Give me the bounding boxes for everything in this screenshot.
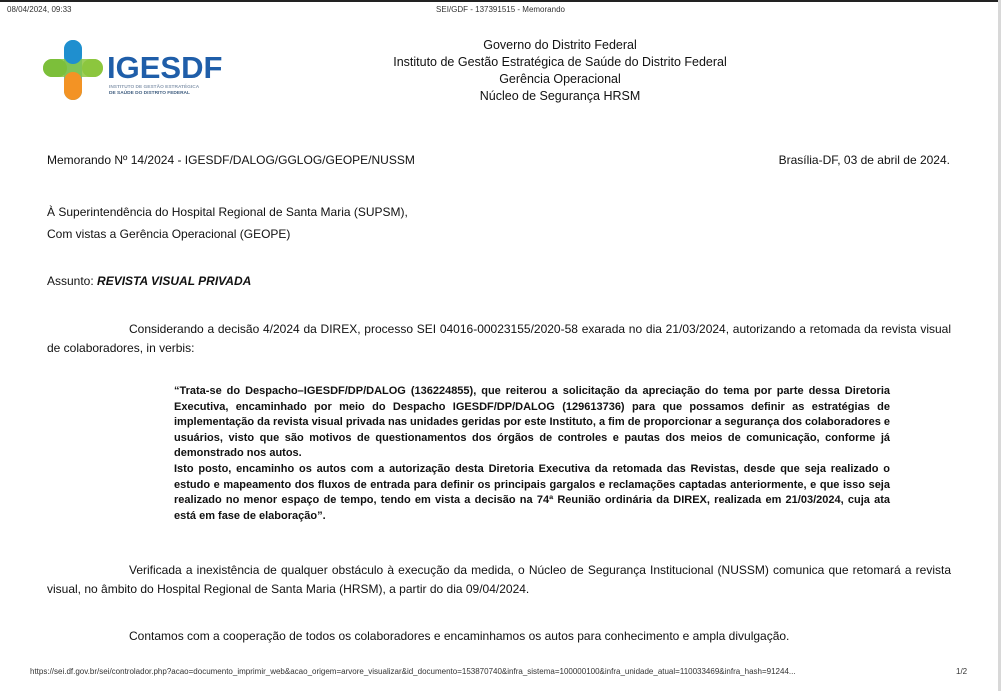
memo-number: Memorando Nº 14/2024 - IGESDF/DALOG/GGLOG/GEOPE/NUSSM [47, 153, 415, 167]
print-header [0, 5, 1001, 19]
print-title: SEI/GDF - 137391515 - Memorando [436, 5, 565, 14]
quote-block [174, 384, 890, 524]
body-paragraph-1: Considerando a decisão 4/2024 da DIREX, processo SEI 04016-00023155/2020-58 exarada no dia 21/03/2024, autorizando a retomada da revista visual de colaboradores, in verbis: [47, 322, 951, 355]
org-header-line1: Governo do Distrito Federal [483, 38, 637, 52]
org-header-line2: Instituto de Gestão Estratégica de Saúde do Distrito Federal [393, 55, 727, 69]
addressee-line2: Com vistas a Gerência Operacional (GEOPE) [47, 227, 291, 241]
org-header-line3: Gerência Operacional [499, 72, 621, 86]
quote-paragraph-2: Isto posto, encaminho os autos com a autorização desta Diretoria Executiva da retomada das Revistas, desde que seja realizado o estudo e mapeamento dos fluxos de entrada para definir os principais gargalos e reclamações captadas anteriormente, e que isso seja realizado no menor espaço de tempo, tendo em vista a decisão na 74ª Reunião ordinária da DIREX, realizada em 21/03/2024, cuja ata está em fase de elaboração”. [174, 462, 890, 522]
body-paragraph-3: Contamos com a cooperação de todos os colaboradores e encaminhamos os autos para conhecimento e ampla divulgação. [129, 629, 790, 643]
subject-label: Assunto: [47, 274, 98, 288]
print-footer [0, 667, 1001, 681]
footer-url: https://sei.df.gov.br/sei/controlador.php?acao=documento_imprimir_web&acao_origem=arvore_visualizar&id_documento=153870740&infra_sistema=100000100&infra_unidade_atual=110033469&infra_hash=91244... [30, 667, 796, 676]
org-header [330, 37, 790, 105]
subject-value: REVISTA VISUAL PRIVADA [97, 274, 252, 288]
body-paragraph-2: Verificada a inexistência de qualquer obstáculo à execução da medida, o Núcleo de Segurança Institucional (NUSSM) comunica que retomará a revista visual, no âmbito do Hospital Regional de Santa Maria (HRSM), a partir do dia 09/04/2024. [47, 563, 951, 596]
footer-page-number: 1/2 [956, 667, 968, 676]
quote-paragraph-1: “Trata-se do Despacho–IGESDF/DP/DALOG (136224855), que reiterou a solicitação da apreciação do tema por parte dessa Diretoria Executiva, encaminhado por meio do Despacho IGESDF/DP/DALOG (129613736) para que possamos definir as estratégias de implementação da revista visual privada nas unidades geridas por este Instituto, a fim de proporcionar a segurança dos colaboradores e usuários, visto que são motivos de questionamentos dos órgãos de controles e pautas dos meios de comunicação, conforme já demonstrado nos autos. [174, 385, 890, 460]
memo-date: Brasília-DF, 03 de abril de 2024. [778, 153, 950, 167]
igesdf-logo [40, 37, 230, 103]
memo-line [47, 153, 950, 169]
addressee [47, 201, 408, 245]
org-header-line4: Núcleo de Segurança HRSM [479, 89, 641, 103]
logo-subtitle-line1: INSTITUTO DE GESTÃO ESTRATÉGICA [109, 85, 200, 90]
print-datetime: 08/04/2024, 09:33 [7, 5, 72, 14]
logo-subtitle-line2: DE SAÚDE DO DISTRITO FEDERAL [109, 90, 190, 96]
page-top-border [0, 0, 1001, 2]
logo-subtitle [109, 85, 199, 96]
addressee-line1: À Superintendência do Hospital Regional de Santa Maria (SUPSM), [47, 205, 408, 219]
logo-text: IGESDF [107, 50, 223, 85]
health-cross-icon [40, 37, 106, 103]
subject [47, 274, 251, 288]
